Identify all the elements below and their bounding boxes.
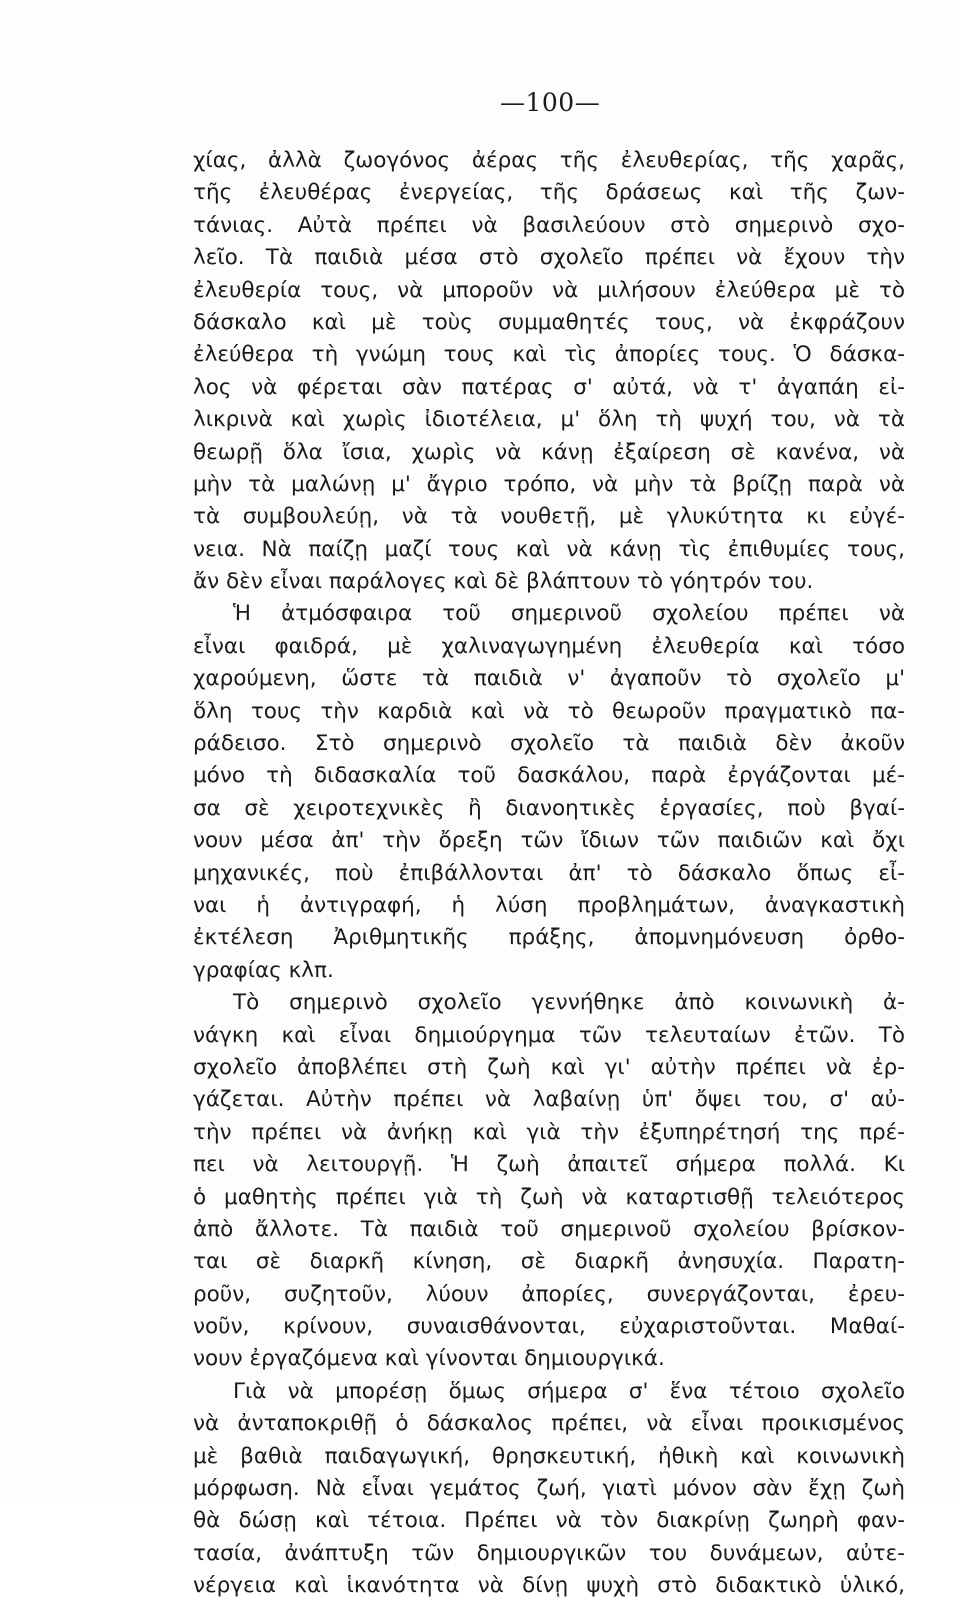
page-number: —100— bbox=[500, 88, 601, 117]
text-line: μὴν τὰ μαλώνῃ μ' ἄγριο τρόπο, νὰ μὴν τὰ βρίζῃ παρὰ νὰ bbox=[193, 471, 905, 497]
text-line: εἶναι φαιδρά, μὲ χαλιναγωγημένη ἐλευθερία καὶ τόσο bbox=[193, 633, 905, 659]
text-line: μὲ βαθιὰ παιδαγωγική, θρησκευτική, ἠθικὴ καὶ κοινωνικὴ bbox=[193, 1443, 905, 1469]
text-line: τὰ συμβουλεύῃ, νὰ τὰ νουθετῇ, μὲ γλυκύτητα κι εὐγέ- bbox=[193, 504, 905, 530]
text-line: νὰ ἀνταποκριθῇ ὁ δάσκαλος πρέπει, νὰ εἶναι προικισμένος bbox=[193, 1411, 905, 1437]
text-line: νοῦν, κρίνουν, συναισθάνονται, εὐχαριστοῦνται. Μαθαί- bbox=[193, 1314, 905, 1340]
body-text bbox=[193, 145, 905, 1603]
text-line: ροῦν, συζητοῦν, λύουν ἀπορίες, συνεργάζονται, ἐρευ- bbox=[193, 1281, 905, 1307]
text-line: νουν ἐργαζόμενα καὶ γίνονται δημιουργικά. bbox=[193, 1346, 665, 1372]
text-line: ἐλεύθερα τὴ γνώμη τους καὶ τὶς ἀπορίες τους. Ὁ δάσκα- bbox=[193, 342, 905, 368]
text-line: τασία, ἀνάπτυξη τῶν δημιουργικῶν του δυνάμεων, αὐτε- bbox=[193, 1540, 905, 1566]
text-line: ὅλη τους τὴν καρδιὰ καὶ νὰ τὸ θεωροῦν πραγματικὸ πα- bbox=[193, 698, 905, 724]
text-line: γραφίας κλπ. bbox=[193, 957, 334, 983]
text-line: ναι ἡ ἀντιγραφή, ἡ λύση προβλημάτων, ἀναγκαστικὴ bbox=[193, 892, 905, 918]
text-line: μόνο τὴ διδασκαλία τοῦ δασκάλου, παρὰ ἐργάζονται μέ- bbox=[193, 763, 905, 789]
text-line: μηχανικές, ποὺ ἐπιβάλλονται ἀπ' τὸ δάσκαλο ὅπως εἶ- bbox=[193, 860, 905, 886]
text-line: ἄν δὲν εἶναι παράλογες καὶ δὲ βλάπτουν τὸ γόητρόν του. bbox=[193, 569, 814, 595]
text-line: λεῖο. Τὰ παιδιὰ μέσα στὸ σχολεῖο πρέπει νὰ ἔχουν τὴν bbox=[193, 245, 905, 271]
text-line: τῆς ἐλευθέρας ἐνεργείας, τῆς δράσεως καὶ τῆς ζων- bbox=[193, 180, 905, 206]
text-line: νεια. Νὰ παίζῃ μαζί τους καὶ νὰ κάνῃ τὶς ἐπιθυμίες τους, bbox=[193, 536, 905, 562]
text-line: νουν μέσα ἀπ' τὴν ὄρεξη τῶν ἴδιων τῶν παιδιῶν καὶ ὄχι bbox=[193, 828, 905, 854]
text-line: χίας, ἀλλὰ ζωογόνος ἀέρας τῆς ἐλευθερίας, τῆς χαρᾶς, bbox=[193, 148, 905, 173]
text-line: τὴν πρέπει νὰ ἀνήκῃ καὶ γιὰ τὴν ἐξυπηρέτησή της πρέ- bbox=[193, 1119, 905, 1145]
text-line: ἐκτέλεση Ἀριθμητικῆς πράξης, ἀπομνημόνευση ὀρθο- bbox=[193, 925, 905, 951]
text-line: ράδεισο. Στὸ σημερινὸ σχολεῖο τὰ παιδιὰ δὲν ἀκοῦν bbox=[193, 731, 905, 757]
text-line: νέργεια καὶ ἱκανότητα νὰ δίνῃ ψυχὴ στὸ διδακτικὸ ὑλικό, bbox=[193, 1573, 905, 1599]
text-line: θεωρῇ ὅλα ἴσια, χωρὶς νὰ κάνῃ ἐξαίρεση σὲ κανένα, νὰ bbox=[193, 439, 905, 465]
text-line: νάγκη καὶ εἶναι δημιούργημα τῶν τελευταίων ἐτῶν. Τὸ bbox=[193, 1022, 905, 1048]
text-line: σχολεῖο ἀποβλέπει στὴ ζωὴ καὶ γι' αὐτὴν πρέπει νὰ ἐρ- bbox=[193, 1054, 905, 1080]
text-line: γάζεται. Αὐτὴν πρέπει νὰ λαβαίνῃ ὑπ' ὄψει του, σ' αὐ- bbox=[193, 1087, 905, 1113]
text-line: θὰ δώσῃ καὶ τέτοια. Πρέπει νὰ τὸν διακρίνῃ ζωηρὴ φαν- bbox=[193, 1508, 905, 1534]
text-line: λος νὰ φέρεται σὰν πατέρας σ' αὐτά, νὰ τ' ἀγαπάη εἰ- bbox=[193, 374, 905, 400]
text-line: λικρινὰ καὶ χωρὶς ἰδιοτέλεια, μ' ὅλη τὴ ψυχή του, νὰ τὰ bbox=[193, 407, 905, 433]
text-line: ἀπὸ ἄλλοτε. Τὰ παιδιὰ τοῦ σημερινοῦ σχολείου βρίσκον- bbox=[193, 1216, 905, 1242]
text-line: πει νὰ λειτουργῇ. Ἡ ζωὴ ἀπαιτεῖ σήμερα πολλά. Κι bbox=[193, 1152, 905, 1178]
text-line: ται σὲ διαρκῆ κίνηση, σὲ διαρκῆ ἀνησυχία. Παρατη- bbox=[193, 1249, 905, 1275]
text-line: Ἡ ἀτμόσφαιρα τοῦ σημερινοῦ σχολείου πρέπει νὰ bbox=[233, 601, 905, 627]
text-line: τάνιας. Αὐτὰ πρέπει νὰ βασιλεύουν στὸ σημερινὸ σχο- bbox=[193, 212, 905, 238]
text-line: Τὸ σημερινὸ σχολεῖο γεννήθηκε ἀπὸ κοινωνικὴ ἀ- bbox=[233, 990, 905, 1016]
text-line: χαρούμενη, ὥστε τὰ παιδιὰ ν' ἀγαποῦν τὸ σχολεῖο μ' bbox=[193, 666, 905, 692]
text-line: σα σὲ χειροτεχνικὲς ἢ διανοητικὲς ἐργασίες, ποὺ βγαί- bbox=[193, 795, 905, 821]
text-line: δάσκαλο καὶ μὲ τοὺς συμμαθητές τους, νὰ ἐκφράζουν bbox=[193, 309, 905, 335]
text-line: ὁ μαθητὴς πρέπει γιὰ τὴ ζωὴ νὰ καταρτισθῇ τελειότερος bbox=[193, 1184, 905, 1210]
text-line: Γιὰ νὰ μπορέσῃ ὅμως σήμερα σ' ἕνα τέτοιο σχολεῖο bbox=[233, 1378, 905, 1404]
text-line: ἐλευθερία τους, νὰ μποροῦν νὰ μιλήσουν ἐλεύθερα μὲ τὸ bbox=[193, 277, 905, 303]
text-line: μόρφωση. Νὰ εἶναι γεμάτος ζωή, γιατὶ μόνον σὰν ἔχῃ ζωὴ bbox=[193, 1476, 905, 1502]
